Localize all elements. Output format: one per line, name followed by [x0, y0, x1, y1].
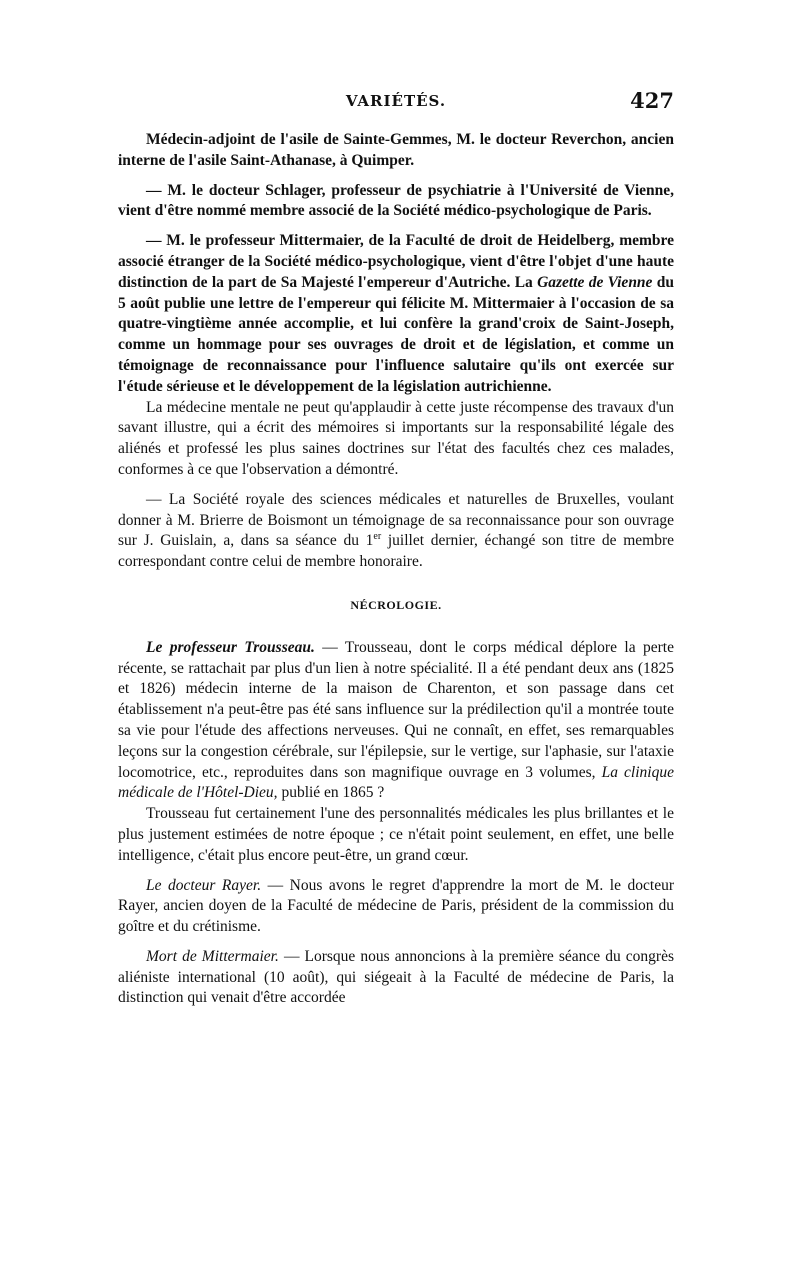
journal-title: Gazette de Vienne: [537, 273, 653, 291]
book-title: La clinique médicale de l'Hôtel-Dieu,: [118, 763, 674, 802]
obituary-trousseau: [118, 638, 674, 804]
obituary-lead: Mort de Mittermaier.: [146, 947, 279, 965]
news-text: juillet dernier, échangé son titre de membre correspondant contre celui de membre honoraire.: [118, 532, 674, 571]
obituary-rayer: [118, 876, 674, 938]
obituary-text: — Nous avons le regret d'apprendre la mort de M. le docteur Rayer, ancien doyen de la Faculté de médecine de Paris, président de la commission du goître et du crétinisme.: [118, 876, 675, 936]
news-paragraph: — M. le docteur Schlager, professeur de psychiatrie à l'Université de Vienne, vient d'être nommé membre associé de la Société médico-psychologique de Paris.: [118, 181, 674, 220]
page-header: [118, 88, 674, 122]
news-paragraph: Médecin-adjoint de l'asile de Sainte-Gemmes, M. le docteur Reverchon, ancien interne de l'asile Saint-Athanase, à Quimper.: [118, 131, 674, 169]
obituary-text: publié en 1865 ?: [277, 784, 385, 802]
section-title-necrologie: NÉCROLOGIE.: [350, 597, 442, 612]
obituary-lead: Le docteur Rayer.: [146, 876, 262, 894]
obituary-text: — Lorsque nous annoncions à la première séance du congrès aliéniste international (10 août), qui siégeait à la Faculté de médecine de Paris, la distinction qui venait d'être accordée: [118, 947, 674, 1007]
obituary-mittermaier: [118, 947, 674, 1009]
page-body: [118, 130, 674, 1009]
news-text: — M. le professeur Mittermaier, de la Faculté de droit de Heidelberg, membre associé étranger de la Société médico-psychologique, vient d'être l'objet d'une haute distinction de la part de Sa Majesté l'empereur d'Autriche. La: [118, 232, 674, 291]
obituary-lead: Le professeur Trousseau.: [146, 638, 315, 656]
ordinal-superscript: er: [373, 531, 382, 543]
news-text: — La Société royale des sciences médicales et naturelles de Bruxelles, voulant donner à M. Brierre de Boismont un témoignage de sa reconnaissance pour son ouvrage sur J. Guislain, a, dans sa séance du 1: [118, 490, 674, 550]
news-paragraph: [118, 490, 674, 573]
running-title: VARIÉTÉS.: [345, 92, 447, 110]
news-paragraph: La médecine mentale ne peut qu'applaudir à cette juste récompense des travaux d'un savant illustre, qui a écrit des mémoires si importants sur la responsabilité légale des aliénés et professé les plus saines doctrines sur l'état des facultés chez ces malades, conformes à ce que l'observation a démontré.: [118, 398, 674, 478]
page-number: 427: [630, 88, 674, 113]
obituary-text: — Trousseau, dont le corps médical déplore la perte récente, se rattachait par plus d'un lien à notre spécialité. Il a été pendant deux ans (1825 et 1826) médecin interne de la maison de Charenton, et son passage dans cet établissement n'a peut-être pas été sans influence sur la prédilection qu'il a montrée toute sa vie pour l'étude des affections nerveuses. Qui ne connaît, en effet, ses remarquables leçons sur la congestion cérébrale, sur l'épilepsie, sur le vertige, sur l'aphasie, sur l'ataxie locomotrice, etc., reproduites dans son magnifique ouvrage en 3 volumes,: [118, 638, 674, 781]
news-text: du 5 août publie une lettre de l'empereur qui félicite M. Mittermaier à l'occasion de sa quatre-vingtième année accomplie, et lui confère la grand'croix de Saint-Joseph, comme un hommage pour ses ouvrages de droit et de législation, et comme un témoignage de reconnaissance pour l'influence salutaire qu'ils ont exercée sur l'étude sérieuse et le développement de la législation autrichienne.: [118, 273, 674, 395]
news-paragraph: [118, 231, 674, 397]
obituary-paragraph: Trousseau fut certainement l'une des personnalités médicales les plus brillantes et le plus justement estimées de notre époque ; ce n'était point seulement, en effet, une belle intelligence, c'était plus encore peut-être, un grand cœur.: [118, 805, 674, 864]
